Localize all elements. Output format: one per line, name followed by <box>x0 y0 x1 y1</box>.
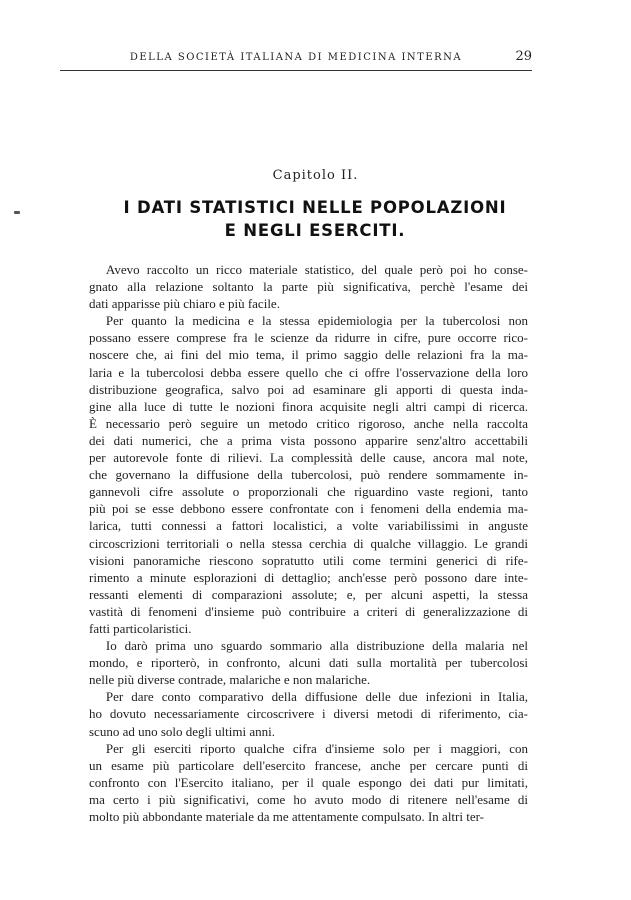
paragraph <box>89 637 528 688</box>
chapter-title-line-1: I DATI STATISTICI NELLE POPOLAZIONI <box>123 198 507 217</box>
text-line: ho dovuto necessariamente circoscrivere i diversi metodi di riferimento, cia- <box>89 706 528 722</box>
text-line: gnato alla relazione soltanto la parte più significativa, perchè l'esame dei <box>89 279 528 295</box>
paragraph <box>89 261 528 312</box>
text-line: È necessario però seguire un metodo critico rigoroso, anche nella raccolta <box>89 415 528 431</box>
text-line: molto più abbondante materiale da me attentamente compulsato. In altri ter- <box>89 809 485 824</box>
text-line: possano essere comprese fra le scienze da ridurre in cifre, pure occorre rico- <box>89 330 528 346</box>
text-line: più poi se esse debbono essere confrontate con i fenomeni della endemia ma- <box>89 501 528 517</box>
chapter-label: Capitolo II. <box>272 168 359 183</box>
text-line: fatti particolaristici. <box>89 620 192 636</box>
text-line: Per gli eserciti riporto qualche cifra d'insieme solo per i maggiori, con <box>105 740 528 756</box>
text-line: larica, tutti connessi a fattori localistici, a volte variabilissimi in anguste <box>89 518 528 534</box>
text-line: ressanti elementi di comparazioni assolute; e, per alcuni aspetti, la stessa <box>89 586 528 602</box>
text-line: che governano la diffusione della tubercolosi, può rendere sommamente in- <box>89 467 528 483</box>
body-text <box>89 261 528 825</box>
text-line: laria e la tubercolosi debba essere quello che ci offre l'osservazione della loro <box>89 364 528 380</box>
text-line: scuno ad uno solo degli ultimi anni. <box>89 723 275 739</box>
text-line: per autorevole fonte di rilievi. La complessità delle cause, ancora mal note, <box>89 450 528 466</box>
text-line: vastità di fenomeni d'insieme può contribuire a criteri di generalizzazione di <box>89 603 528 619</box>
text-line: nelle più diverse contrade, malariche e non malariche. <box>89 672 371 688</box>
text-line: noscere che, ai fini del mio tema, il primo saggio delle relazioni fra la ma- <box>89 347 528 363</box>
running-title: DELLA SOCIETÀ ITALIANA DI MEDICINA INTERNA <box>129 52 463 63</box>
running-header <box>60 48 532 71</box>
margin-mark <box>14 211 20 214</box>
page-number: 29 <box>515 49 532 64</box>
text-line: Per dare conto comparativo della diffusione delle due infezioni in Italia, <box>105 689 528 705</box>
text-line: distribuzione geografica, salvo poi ad esaminare gli apporti di questa inda- <box>89 381 528 397</box>
text-line: dei dati numerici, che a prima vista possono apparire senz'altro accettabili <box>89 432 528 448</box>
text-line: rimento a minute esplorazioni di dettaglio; anch'esse però possono dare inte- <box>89 569 528 585</box>
text-line: Io darò prima uno sguardo sommario alla distribuzione della malaria nel <box>105 638 528 654</box>
chapter-title <box>60 196 570 242</box>
text-line: gannevoli cifre assolute o proporzionali che riguardino vaste regioni, tanto <box>89 484 528 500</box>
text-line: un esame più particolare dell'esercito francese, anche per cercare punti di <box>89 757 528 773</box>
paragraph <box>89 740 528 825</box>
paragraph <box>89 312 528 637</box>
text-line: mondo, e riporterò, in confronto, alcuni dati sulla mortalità per tubercolosi <box>89 655 528 671</box>
text-line: dati apparisse più chiaro e più facile. <box>89 296 280 312</box>
chapter-title-line-2: E NEGLI ESERCITI. <box>224 221 406 240</box>
text-line: visioni panoramiche riescono sopratutto utili come termini generici di rife- <box>89 552 528 568</box>
text-line: Per quanto la medicina e la stessa epidemiologia per la tubercolosi non <box>105 313 528 329</box>
text-line: ma certo i più significativi, come ho avuto modo di ritenere nell'esame di <box>89 791 528 807</box>
text-line: gine alla luce di tutte le nozioni finora acquisite negli altri campi di ricerca. <box>89 398 528 414</box>
text-line: Avevo raccolto un ricco materiale statistico, del quale però poi ho conse- <box>105 262 528 277</box>
text-line: circoscrizioni territoriali o nella stessa cerchia di qualche villaggio. Le grandi <box>89 535 528 551</box>
paragraph <box>89 688 528 739</box>
text-line: confronto con l'Esercito italiano, per il quale espongo dei dati pur limitati, <box>89 774 528 790</box>
